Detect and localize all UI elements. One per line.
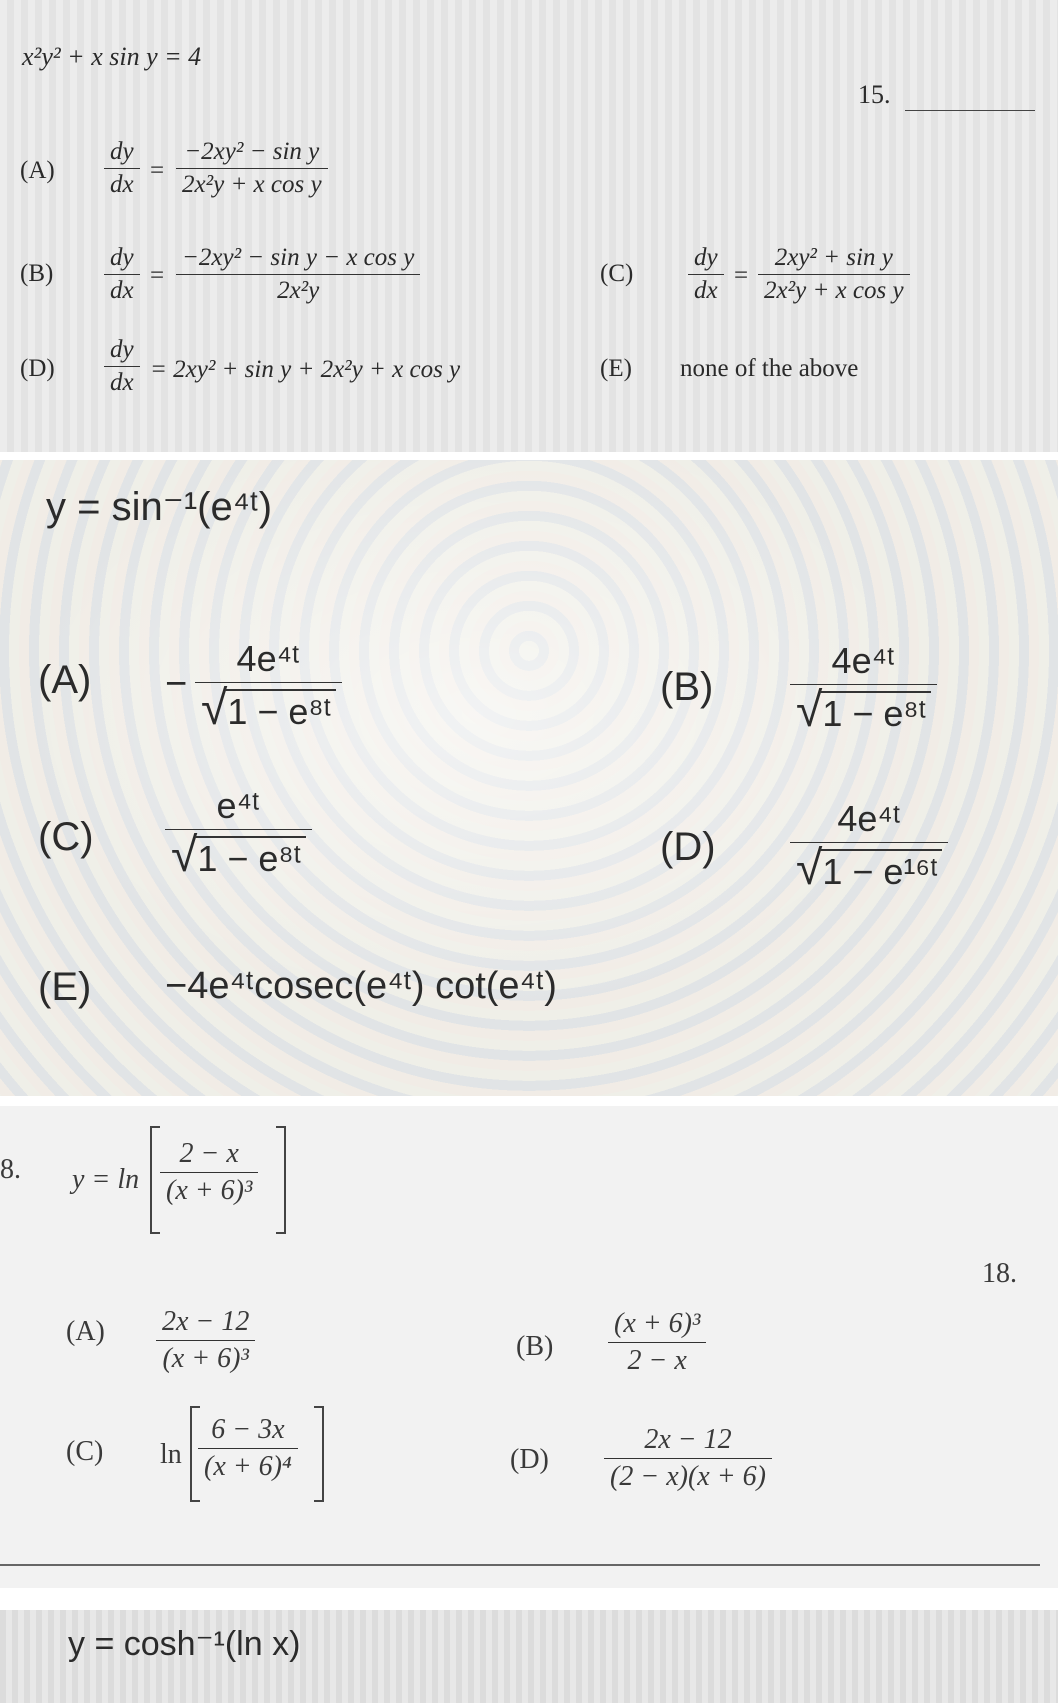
- q16-option-a-fraction: 4e⁴ᵗ √ 1 − e⁸ᵗ: [195, 638, 342, 733]
- q16-option-d-label: (D): [660, 825, 716, 869]
- q18-option-a-fraction: 2x − 12 (x + 6)³: [156, 1306, 255, 1375]
- q16-option-e-expression: −4e⁴ᵗcosec(e⁴ᵗ) cot(e⁴ᵗ): [165, 965, 557, 1007]
- right-bracket: [276, 1126, 286, 1234]
- q18-option-c-label: (C): [66, 1436, 104, 1467]
- q16-option-c-fraction: e⁴ᵗ √ 1 − e⁸ᵗ: [165, 785, 312, 880]
- q18-option-d-fraction: 2x − 12 (2 − x)(x + 6): [604, 1424, 772, 1493]
- q16-equation: y = sin⁻¹(e⁴ᵗ): [46, 485, 273, 529]
- q15-option-d-label: (D): [20, 355, 55, 382]
- q18-option-c-fraction: 6 − 3x (x + 6)⁴: [198, 1414, 298, 1483]
- question-15-panel: x²y² + x sin y = 4 15. (A) dy dx = −2xy² − sin y 2x²y + x cos y (B) dy dx = −2xy² − sin y − x cos y 2x²y (C) dy dx = 2xy² + sin y 2x²y + x cos y (D) dy dx = 2xy² + sin y + 2x²y + x cos y (E) none of the above: [0, 0, 1058, 452]
- q15-option-e-label: (E): [600, 355, 632, 382]
- q15-option-a-fraction: −2xy² − sin y 2x²y + x cos y: [176, 138, 328, 199]
- q18-prefix: 8.: [0, 1154, 21, 1185]
- q18-option-b-fraction: (x + 6)³ 2 − x: [608, 1308, 706, 1377]
- answer-blank-line: [905, 110, 1035, 111]
- q18-argument-fraction: 2 − x (x + 6)³: [160, 1138, 258, 1207]
- q16-option-e-label: (E): [38, 965, 92, 1009]
- q16-option-d-fraction: 4e⁴ᵗ √ 1 − e¹⁶ᵗ: [790, 798, 948, 893]
- q19-equation: y = cosh⁻¹(ln x): [68, 1625, 301, 1663]
- q15-option-b-label: (B): [20, 260, 54, 287]
- q15-equation: x²y² + x sin y = 4: [22, 42, 202, 71]
- q16-option-b-fraction: 4e⁴ᵗ √ 1 − e⁸ᵗ: [790, 640, 937, 735]
- q15-option-a-dydx: dy dx: [104, 138, 140, 199]
- question-16-panel: [0, 460, 1058, 1096]
- left-bracket: [150, 1126, 160, 1234]
- q16-option-b-label: (B): [660, 665, 714, 709]
- q18-option-b-label: (B): [516, 1331, 554, 1362]
- q18-option-c-ln: ln: [160, 1439, 182, 1470]
- q15-option-d-dydx: dy dx: [104, 336, 140, 397]
- separator-line: [0, 1564, 1040, 1566]
- q16-option-c-label: (C): [38, 815, 94, 859]
- q15-option-d-expression: = 2xy² + sin y + 2x²y + x cos y: [150, 356, 461, 383]
- q15-number: 15.: [858, 80, 891, 109]
- q18-number: 18.: [982, 1258, 1017, 1289]
- question-19-panel: [0, 1610, 1058, 1703]
- q15-option-c-fraction: 2xy² + sin y 2x²y + x cos y: [758, 244, 910, 305]
- q15-option-b-dydx: dy dx: [104, 244, 140, 305]
- q16-option-a-sign: −: [165, 663, 188, 705]
- q15-option-a-label: (A): [20, 157, 55, 184]
- q18-option-a-label: (A): [66, 1316, 105, 1347]
- q18-lhs: y = ln: [72, 1164, 140, 1195]
- q15-option-c-dydx: dy dx: [688, 244, 724, 305]
- q15-option-e-text: none of the above: [680, 355, 859, 382]
- option-c-right-bracket: [314, 1406, 324, 1502]
- q15-option-b-fraction: −2xy² − sin y − x cos y 2x²y: [176, 244, 420, 305]
- q16-option-a-label: (A): [38, 658, 92, 702]
- q15-option-c-label: (C): [600, 260, 634, 287]
- q18-option-d-label: (D): [510, 1444, 549, 1475]
- question-18-panel: [0, 1106, 1058, 1588]
